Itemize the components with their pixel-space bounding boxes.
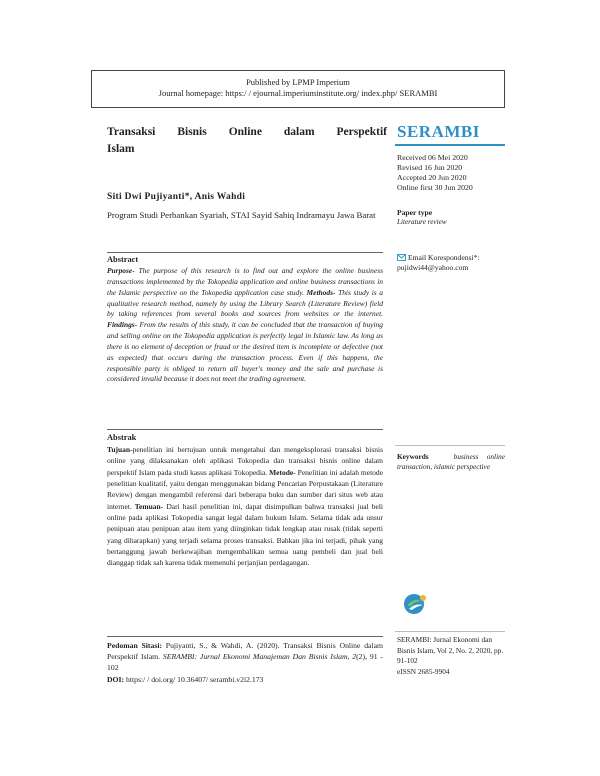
date-accepted: Accepted 20 Jun 2020 <box>397 173 467 182</box>
abstract-purpose-text: The purpose of this research is to find out and explore the online business transactions implemented by the Tokopedia application and online business transactions in the Islamic perspective on the Tokopedia application case study. <box>107 266 383 297</box>
abstrak-metode-text: Penelitian ini adalah metode penelitian kualitatif, yaitu dengan menggunakan bidang Pencarian Perpustakaan (Literature Review) dengan mengambil referensi dari beberapa buku dan sumber dari situs web atau internet. <box>107 467 383 511</box>
abstract-rule-top <box>107 252 383 253</box>
paper-type-value: Literature review <box>397 218 447 226</box>
citation-doi-link[interactable]: https:/ / doi.org/ 10.36407/ serambi.v2i2.173 <box>124 674 264 684</box>
citation-issue: (2), 91 - 102 <box>107 652 383 673</box>
abstrak-temuan-label: Temuan- <box>131 501 164 511</box>
abstrak-tujuan-text: penelitian ini bertujuan untuk mengetahui dan mengeksplorasi transaksi bisnis online yang dilaksanakan oleh aplikasi Tokopedia dan transaksi bisnis online dalam perspektif Islam pada studi kasus aplikasi Tokopedia. <box>107 445 383 477</box>
date-online-first: Online first 30 Jun 2020 <box>397 183 473 192</box>
email-block <box>397 253 480 273</box>
brand-divider <box>395 144 505 146</box>
abstrak-temuan-text: Dari hasil penelitian ini, dapat disimpulkan bahwa transaksi jual beli online pada aplikasi Tokopedia sangat legal dalam hukum Islam. Selama tidak ada unsur penipuan atau penipuan atau item yang diinginkan tidak lengkap atau rusak (tidak seperti yang diharapkan) yang terjadi selama proses transaksi. Bahkan jika ini terjadi, pihak yang bertanggung jawab berkewajiban mengembalikan semua uang pembeli dan jual beli dianggap tidak sah karena tidak memenuhi perjanjian perdagangan. <box>107 501 383 568</box>
journal-info-issn: eISSN 2685-9904 <box>397 666 450 676</box>
date-revised: Revised 16 Jun 2020 <box>397 163 463 172</box>
keywords-label: Keywords <box>397 452 429 461</box>
keywords-value: business online transaction, islamic perspective <box>397 452 505 471</box>
abstrak-metode-label: Metode- <box>267 467 296 477</box>
journal-info-line1: SERAMBI: Jurnal Ekonomi dan Bisnis Islam, Vol 2, No. 2, 2020, pp. 91-102 <box>397 635 504 665</box>
abstrak-rule-top <box>107 429 383 430</box>
journal-header-box <box>91 70 505 108</box>
abstrak-body <box>107 444 383 569</box>
keywords-rule <box>395 445 505 446</box>
journal-brand: SERAMBI <box>397 122 480 141</box>
abstract-body <box>107 266 383 385</box>
citation-block <box>107 640 383 685</box>
citation-journal: SERAMBI: Jurnal Ekonomi Manajeman Dan Bisnis Islam, 2 <box>162 652 357 662</box>
date-received: Received 06 Mei 2020 <box>397 153 468 162</box>
affiliation: Program Studi Perbankan Syariah, STAI Sayid Sabiq Indramayu Jawa Barat <box>107 210 376 220</box>
email-label: Email Korespondensi*: <box>408 253 480 262</box>
keywords <box>397 452 505 472</box>
mail-icon <box>397 254 406 261</box>
abstract-heading: Abstract <box>107 255 139 264</box>
abstrak-heading: Abstrak <box>107 433 137 442</box>
citation-authors: Pujiyanti, S., & Wahdi, A. (2020). Transaksi Bisnis Online dalam Perspektif Islam. <box>107 641 383 662</box>
paper-type-label: Paper type <box>397 208 433 217</box>
publisher-line: Published by LPMP Imperium <box>246 77 350 87</box>
abstract-purpose-label: Purpose- <box>107 266 135 275</box>
paper-title-line2: Islam <box>107 143 135 155</box>
authors: Siti Dwi Pujiyanti*, Anis Wahdi <box>107 192 246 202</box>
citation-doi-label: DOI: <box>107 674 125 684</box>
journal-info-rule <box>395 631 505 632</box>
abstrak-tujuan-label: Tujuan- <box>107 445 133 454</box>
journal-logo <box>402 592 430 616</box>
journal-homepage-line[interactable]: Journal homepage: https:/ / ejournal.imperiuminstitute.org/ index.php/ SERAMBI <box>158 88 438 98</box>
abstract-methods-label: Methods- <box>303 287 336 297</box>
paper-title-line1: Transaksi Bisnis Online dalam Perspektif <box>107 126 387 138</box>
abstract-methods-text: This study is a qualitative research method, namely by using the Library Search (Literature Review) field by taking references from several books and sources from websites or the internet. <box>107 287 383 319</box>
paper-title <box>107 124 387 158</box>
abstract-findings-label: Findings- <box>107 320 138 330</box>
abstract-findings-text: From the results of this study, it can be concluded that the transaction of buying and selling online on the Tokopedia application is perfectly legal in Islamic law. As long as there is no element of deception or fraud or the desired item is incomplete or defective (not as expected) that occurs during the transaction process. Even if this happens, the responsible party is obliged to return all buyer's money and the sale and purchase is considered invalid because it does not meet the trading agreement. <box>107 320 383 384</box>
journal-info <box>397 635 507 677</box>
email-address[interactable]: pujidwi44@yahoo.com <box>397 263 469 272</box>
citation-label: Pedoman Sitasi: <box>107 641 163 650</box>
article-dates <box>397 153 473 193</box>
citation-rule <box>107 636 383 637</box>
